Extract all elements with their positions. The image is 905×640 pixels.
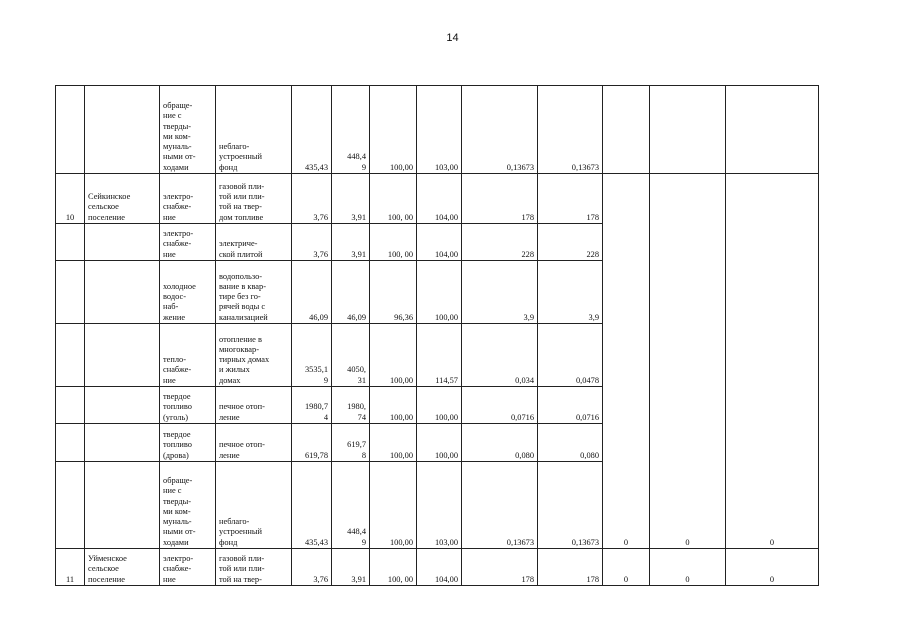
value-6: 178 [538,174,603,224]
settlement-name: Сейкинское сельское поселение [85,174,160,224]
value-5: 0,13673 [462,86,538,174]
value-1: 46,09 [292,261,332,324]
value-4: 104,00 [417,224,462,261]
empty-cell [726,86,819,174]
row-number: 10 [56,174,85,224]
settlement-name [85,261,160,324]
group-10-extra-value: 0 [650,174,726,549]
table-row [56,174,819,224]
service-type: твердое топливо (дрова) [160,424,216,462]
value-6: 3,9 [538,261,603,324]
value-2: 3,91 [332,174,370,224]
consumption-type: водопользо- вание в квар- тире без го- рячей воды с канализацией [216,261,292,324]
value-1: 3,76 [292,224,332,261]
value-6: 228 [538,224,603,261]
value-2: 3,91 [332,549,370,586]
group-11-extra-value: 0 [650,549,726,586]
value-4: 114,57 [417,324,462,387]
value-5: 3,9 [462,261,538,324]
consumption-type: газовой пли- той или пли- той на твер- дом топливе [216,174,292,224]
value-6: 0,13673 [538,462,603,549]
value-5: 0,0716 [462,387,538,424]
settlement-name [85,324,160,387]
settlement-name [85,424,160,462]
row-number [56,86,85,174]
consumption-type: отопление в многоквар- тирных домах и жилых домах [216,324,292,387]
value-4: 100,00 [417,261,462,324]
value-2: 448,4 9 [332,86,370,174]
settlement-name [85,86,160,174]
group-10-extra-value: 0 [726,174,819,549]
service-type: тепло- снабже- ние [160,324,216,387]
value-1: 3,76 [292,549,332,586]
value-6: 0,0478 [538,324,603,387]
service-type: электро- снабже- ние [160,174,216,224]
value-5: 0,080 [462,424,538,462]
value-1: 435,43 [292,462,332,549]
group-11-extra-value: 0 [726,549,819,586]
consumption-type: неблаго- устроенный фонд [216,462,292,549]
empty-cell [603,86,650,174]
group-11-extra-value: 0 [603,549,650,586]
row-number [56,224,85,261]
settlement-name [85,387,160,424]
value-5: 178 [462,174,538,224]
value-3: 96,36 [370,261,417,324]
consumption-type: неблаго- устроенный фонд [216,86,292,174]
value-1: 435,43 [292,86,332,174]
value-3: 100, 00 [370,224,417,261]
row-number [56,387,85,424]
service-type: холодное водос- наб- жение [160,261,216,324]
value-2: 4050, 31 [332,324,370,387]
value-4: 103,00 [417,86,462,174]
row-number [56,261,85,324]
empty-cell [650,86,726,174]
row-number: 11 [56,549,85,586]
tariff-table [55,85,819,586]
consumption-type: газовой пли- той или пли- той на твер- [216,549,292,586]
value-2: 448,4 9 [332,462,370,549]
page-number: 14 [446,32,459,44]
row-number [56,462,85,549]
value-6: 0,080 [538,424,603,462]
value-5: 178 [462,549,538,586]
value-5: 0,034 [462,324,538,387]
consumption-type: печное отоп- ление [216,424,292,462]
value-1: 1980,7 4 [292,387,332,424]
settlement-name [85,462,160,549]
value-6: 0,0716 [538,387,603,424]
value-1: 619,78 [292,424,332,462]
consumption-type: электриче- ской плитой [216,224,292,261]
value-4: 100,00 [417,387,462,424]
group-10-extra-value: 0 [603,174,650,549]
service-type: электро- снабже- ние [160,549,216,586]
value-2: 46,09 [332,261,370,324]
value-5: 0,13673 [462,462,538,549]
value-6: 0,13673 [538,86,603,174]
value-4: 104,00 [417,549,462,586]
value-3: 100, 00 [370,549,417,586]
value-1: 3,76 [292,174,332,224]
value-4: 103,00 [417,462,462,549]
row-number [56,424,85,462]
service-type: обраще- ние с тверды- ми ком- муналь- ными от- ходами [160,462,216,549]
settlement-name: Уйменское сельское поселение [85,549,160,586]
service-type: электро- снабже- ние [160,224,216,261]
value-3: 100,00 [370,324,417,387]
value-2: 619,7 8 [332,424,370,462]
value-2: 1980, 74 [332,387,370,424]
row-number [56,324,85,387]
service-type: твердое топливо (уголь) [160,387,216,424]
consumption-type: печное отоп- ление [216,387,292,424]
value-3: 100,00 [370,387,417,424]
value-3: 100,00 [370,424,417,462]
value-4: 104,00 [417,174,462,224]
value-2: 3,91 [332,224,370,261]
table-row [56,86,819,174]
value-3: 100,00 [370,462,417,549]
value-3: 100,00 [370,86,417,174]
value-5: 228 [462,224,538,261]
value-6: 178 [538,549,603,586]
value-4: 100,00 [417,424,462,462]
value-3: 100, 00 [370,174,417,224]
table-row [56,549,819,586]
service-type: обраще- ние с тверды- ми ком- муналь- ными от- ходами [160,86,216,174]
value-1: 3535,1 9 [292,324,332,387]
settlement-name [85,224,160,261]
